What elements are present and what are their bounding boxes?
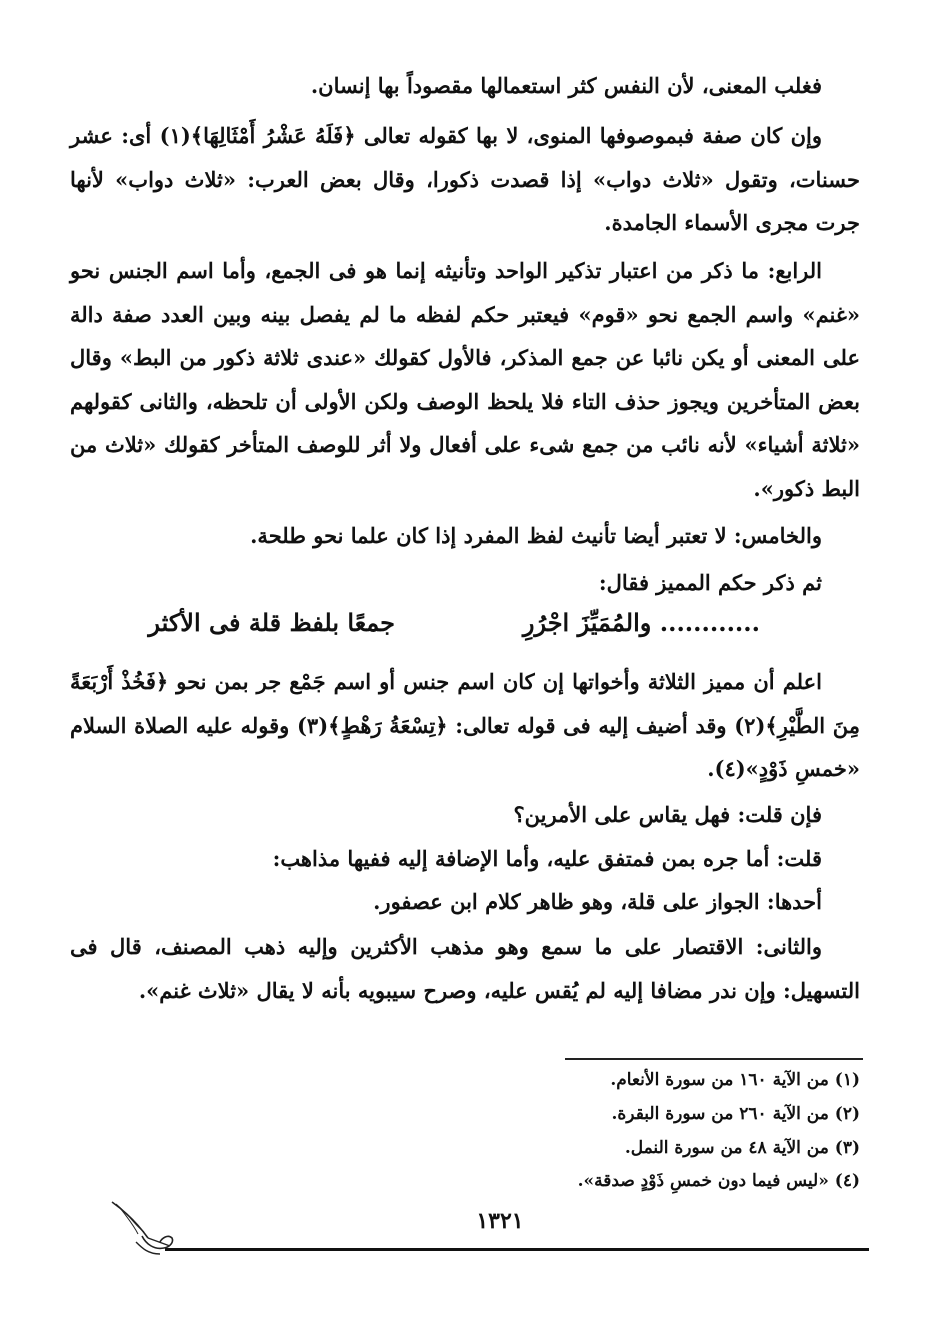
footnote-3: (٣) من الآية ٤٨ من سورة النمل. (624, 1138, 860, 1158)
footnote-1: (١) من الآية ١٦٠ من سورة الأنعام. (610, 1070, 860, 1090)
paragraph-1: فغلب المعنى، لأن النفس كثر استعمالها مقصوداً بها إنسان. (310, 73, 822, 98)
footnote-4: (٤) «ليس فيما دون خمسِ ذَوْدٍ صدقة». (577, 1171, 860, 1191)
verse-hemistich-first: ............ والمُمَيِّزَ اجْرُرِ (522, 608, 760, 637)
poetry-verse (70, 604, 860, 644)
paragraph-3: الرابع: ما ذكر من اعتبار تذكير الواحد وتأنيثه إنما هو فى الجمع، وأما اسم الجنس نحو «غنم» واسم الجمع نحو «قوم» فيعتبر حكم لفظه ما لم يفصل بينه وبين العدد صفة دالة على المعنى أو يكن نائبا عن جمع المذكر، فالأول كقولك «عندى ثلاثة ذكور من البط» وقال بعض المتأخرين ويجوز حذف التاء فلا يلحظ الوصف ولكن الأولى أن تلحظه، والثانى كقولهم «ثلاثة أشياء» لأنه نائب من جمع شىء على أفعال ولا أثر للوصف المتأخر كقولك «ثلاث من البط ذكور». (70, 258, 860, 501)
page-number: ١٣٢١ (476, 1208, 524, 1234)
paragraph-9: أحدها: الجواز على قلة، وهو ظاهر كلام ابن عصفور. (373, 889, 822, 914)
paragraph-6: اعلم أن مميز الثلاثة وأخواتها إن كان اسم جنس أو اسم جَمْع جر بمن نحو ﴿فَخُذْ أَرْبَعَةً مِنَ الطَّيْرِ﴾(٢) وقد أضيف إليه فى قوله تعالى: ﴿تِسْعَةُ رَهْطٍ﴾(٣) وقوله عليه الصلاة السلام «خمسِ ذَوْدٍ»(٤). (70, 669, 860, 781)
page-bottom-rule (165, 1248, 869, 1251)
paragraph-2: وإن كان صفة فبموصوفها المنوى، لا بها كقوله تعالى ﴿فَلَهُ عَشْرُ أَمْثَالِهَا﴾(١) أى: عشر حسنات، وتقول «ثلاث دواب» إذا قصدت ذكورا، وقال بعض العرب: «ثلاث دواب» لأنها جرت مجرى الأسماء الجامدة. (70, 123, 860, 235)
paragraph-8: قلت: أما جره بمن فمتفق عليه، وأما الإضافة إليه ففيها مذاهب: (272, 846, 822, 871)
quill-pen-icon (108, 1198, 178, 1258)
paragraph-4: والخامس: لا تعتبر أيضا تأنيث لفظ المفرد إذا كان علما نحو طلحة. (250, 523, 822, 548)
paragraph-5: ثم ذكر حكم المميز فقال: (598, 570, 822, 595)
footnote-2: (٢) من الآية ٢٦٠ من سورة البقرة. (611, 1104, 860, 1124)
paragraph-10: والثانى: الاقتصار على ما سمع وهو مذهب الأكثرين وإليه ذهب المصنف، قال فى التسهيل: وإن ندر مضافا إليه لم يُقس عليه، وصرح سيبويه بأنه لا يقال «ثلاث غنم». (70, 934, 860, 1003)
verse-hemistich-second: جمعًا بلفظ قلة فى الأكثر (148, 608, 395, 637)
paragraph-7: فإن قلت: فهل يقاس على الأمرين؟ (513, 802, 822, 827)
footnote-divider (565, 1058, 863, 1060)
